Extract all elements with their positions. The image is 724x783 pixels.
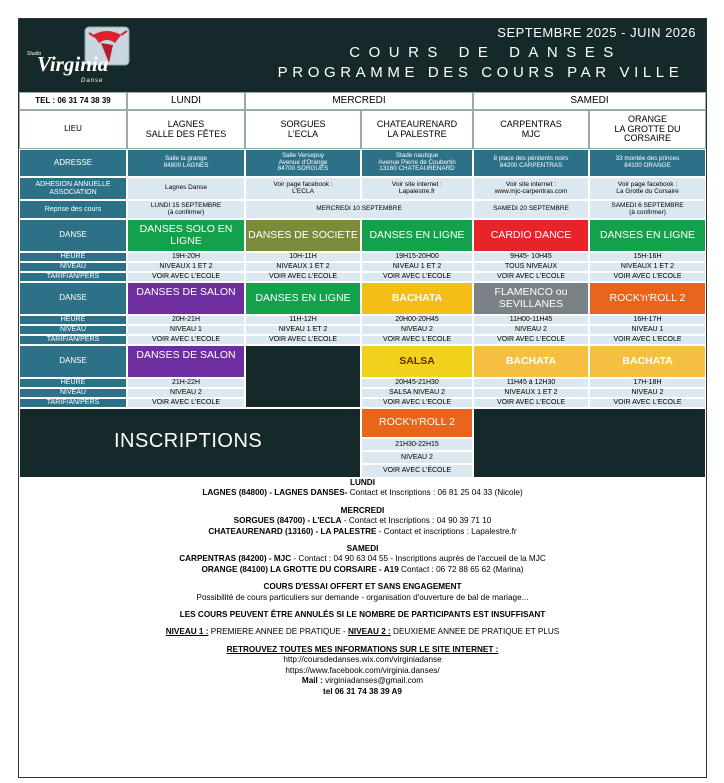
dance-cell: BACHATA	[589, 345, 706, 378]
address-orange	[589, 149, 706, 177]
address-line: Stade nautique	[395, 152, 439, 160]
label-lieu: LIEU	[19, 110, 127, 149]
dance-cell: ROCK'n'ROLL 2	[589, 282, 706, 315]
adhesion-lagnes: Lagnes Danse	[127, 177, 245, 200]
dance-cell: DANSES SOLO EN LIGNE	[127, 219, 245, 252]
season-label: SEPTEMBRE 2025 - JUIN 2026	[497, 25, 696, 40]
phone-line: tel 06 31 74 38 39 A9	[323, 686, 402, 696]
tarif-cell: VOIR AVEC L'ÉCOLE	[245, 335, 361, 345]
level-cell: NIVEAU 2	[473, 325, 589, 335]
tarif-cell: VOIR AVEC L'ÉCOLE	[589, 398, 706, 408]
dance-cell: CARDIO DANCE	[473, 219, 589, 252]
contact-sorgues	[19, 516, 706, 526]
address-line: 8 place des pénitents noirs	[493, 155, 569, 163]
contact-detail: - Contact et Inscriptions : 04 90 39 71 10	[341, 516, 492, 526]
level-label: NIVEAU 1 :	[165, 627, 209, 637]
adhesion-line: Voir site internet :	[391, 180, 443, 188]
tarif-cell: VOIR AVEC L'ÉCOLE	[127, 272, 245, 282]
reprise-samedi-carpentras: SAMEDI 20 SEPTEMBRE	[473, 200, 589, 219]
level-cell: NIVEAU 2	[361, 325, 473, 335]
dance-cell: SALSA	[361, 345, 473, 378]
levels-legend	[19, 627, 706, 637]
contact-carpentras	[19, 554, 706, 564]
contact-venue: SORGUES (84700) - L'ECLA	[233, 516, 342, 526]
contact-info	[19, 478, 706, 697]
tel-cell: TEL : 06 31 74 38 39	[19, 92, 127, 110]
tarif-cell: VOIR AVEC L'ÉCOLE	[127, 335, 245, 345]
label-heure: HEURE	[19, 315, 127, 325]
venue-place: LA PALESTRE	[387, 128, 447, 139]
address-line: 84200 CARPENTRAS	[499, 162, 563, 169]
hour-cell: 19H-20H	[127, 252, 245, 262]
dance-cell: DANSES EN LIGNE	[245, 282, 361, 315]
label-danse: DANSE	[19, 219, 127, 252]
level-cell: NIVEAU 1	[127, 325, 245, 335]
hour-cell: 10H-11H	[245, 252, 361, 262]
level-text: PREMIERE ANNEE DE PRATIQUE -	[208, 627, 348, 637]
level-cell: NIVEAUX 1 ET 2	[127, 262, 245, 272]
contact-venue: CHATEAURENARD (13160) - LA PALESTRE	[208, 526, 377, 536]
tarif-cell: VOIR AVEC L'ÉCOLE	[589, 335, 706, 345]
tarif-cell: VOIR AVEC L'ÉCOLE	[473, 398, 589, 408]
hour-cell: 17H-18H	[589, 378, 706, 388]
inscriptions-title: INSCRIPTIONS	[114, 430, 263, 452]
venue-city: SORGUES	[280, 119, 326, 130]
website-link[interactable]: http://coursdedanses.wix.com/virginiadanse	[283, 655, 442, 665]
day-lundi: LUNDI	[127, 92, 245, 110]
studio-virginia-logo	[23, 23, 133, 87]
cancellation-notice: LES COURS PEUVENT ÊTRE ANNULÉS SI LE NOMBRE DE PARTICIPANTS EST INSUFFISANT	[179, 610, 546, 620]
hour-cell: 11H00-11H45	[473, 315, 589, 325]
reprise-samedi-orange	[589, 200, 706, 219]
hour-cell: 20H00-20H45	[361, 315, 473, 325]
adhesion-line: Voir page facebook :	[273, 180, 333, 188]
mail-line	[19, 676, 706, 686]
mail-link[interactable]: virginiadanses@gmail.com	[322, 676, 424, 686]
address-line: 84700 SORGUES	[277, 165, 329, 173]
tarif-cell: VOIR AVEC L'ÉCOLE	[245, 272, 361, 282]
adhesion-line: Voir site internet :	[505, 180, 557, 188]
label-danse: DANSE	[19, 282, 127, 315]
label-reprise: Reprise des cours	[19, 200, 127, 219]
venue-city: CHATEAURENARD	[376, 119, 458, 130]
hour-cell: 9H45- 10H45	[473, 252, 589, 262]
venue-sorgues	[245, 110, 361, 149]
contact-venue: LAGNES (84800) - LAGNES DANSES-	[202, 488, 348, 498]
facebook-link[interactable]: https://www.facebook.com/virginia.danses/	[285, 665, 440, 675]
adhesion-line: Voir page facebook :	[617, 180, 678, 188]
tarif-cell: VOIR AVEC L'ÉCOLE	[473, 272, 589, 282]
svg-text:Danse: Danse	[81, 78, 104, 84]
dance-cell: ROCK'n'ROLL 2	[361, 408, 473, 438]
tarif-cell: VOIR AVEC L'ÉCOLE	[361, 335, 473, 345]
svg-text:Studio: Studio	[27, 51, 42, 57]
level-cell: NIVEAUX 1 ET 2	[473, 388, 589, 398]
address-line: Salle la grange	[164, 155, 207, 163]
header-banner	[19, 19, 706, 92]
label-heure: HEURE	[19, 252, 127, 262]
level-cell: NIVEAUX 1 ET 2	[589, 262, 706, 272]
venue-orange	[589, 110, 706, 149]
page-title: COURS DE DANSES	[349, 44, 622, 61]
label-tarif: TARIF/AN/PERS	[19, 335, 127, 345]
footer-day-title: SAMEDI	[346, 544, 379, 554]
reprise-line: (à confirmer)	[629, 208, 666, 216]
level-cell: NIVEAU 2	[127, 388, 245, 398]
footer-day-title: MERCREDI	[340, 505, 385, 515]
level-cell: NIVEAU 2	[589, 388, 706, 398]
address-line: 13160 CHATEAURENARD	[379, 165, 455, 173]
venue-chateaurenard	[361, 110, 473, 149]
footer-day-title: LUNDI	[349, 478, 375, 487]
venue-place: MJC	[521, 128, 541, 139]
adhesion-line: Lapalestre.fr	[398, 187, 436, 195]
adhesion-orange	[589, 177, 706, 200]
venue-place: L'ECLA	[287, 128, 319, 139]
adhesion-line: www.mjc-carpentras.com	[494, 187, 568, 195]
address-sorgues	[245, 149, 361, 177]
venue-place: SALLE DES FÊTES	[145, 128, 227, 139]
level-cell: TOUS NIVEAUX	[473, 262, 589, 272]
level-cell: NIVEAU 1	[589, 325, 706, 335]
contact-detail: - Contact et inscriptions : Lapalestre.fr	[376, 526, 517, 536]
dance-cell: BACHATA	[361, 282, 473, 315]
adhesion-line: La Grotte du Corsaire	[616, 187, 679, 195]
dance-cell: BACHATA	[473, 345, 589, 378]
trial-notice: COURS D'ESSAI OFFERT ET SANS ENGAGEMENT	[263, 582, 462, 592]
contact-detail: - Contact : 04 90 63 04 55 - Inscriptions auprès de l'accueil de la MJC	[291, 554, 546, 564]
contact-venue: CARPENTRAS (84200) - MJC	[179, 554, 292, 564]
tarif-cell: VOIR AVEC L'ÉCOLE	[361, 272, 473, 282]
address-carpentras	[473, 149, 589, 177]
dance-cell: DANSES DE SOCIETE	[245, 219, 361, 252]
reprise-line: SAMEDI 6 SEPTEMBRE	[611, 201, 684, 209]
tarif-cell: VOIR AVEC L'ÉCOLE	[361, 398, 473, 408]
mail-label: Mail :	[301, 676, 323, 686]
contact-lagnes	[19, 488, 706, 498]
hour-cell: 20H45-21H30	[361, 378, 473, 388]
tarif-cell: VOIR AVEC L'ÉCOLE	[361, 464, 473, 478]
hour-cell: 20H-21H	[127, 315, 245, 325]
reprise-line: (à confirmer)	[167, 208, 205, 216]
website-heading: RETROUVEZ TOUTES MES INFORMATIONS SUR LE SITE INTERNET :	[226, 644, 499, 654]
address-line: 84100 ORANGE	[624, 162, 671, 169]
label-niveau: NIVEAU	[19, 325, 127, 335]
hour-cell: 21H-22H	[127, 378, 245, 388]
contact-chateaurenard	[19, 527, 706, 537]
label-tarif: TARIF/AN/PERS	[19, 398, 127, 408]
reprise-line: LUNDI 15 SEPTEMBRE	[150, 201, 222, 209]
label-heure: HEURE	[19, 378, 127, 388]
venue-lagnes	[127, 110, 245, 149]
level-label: NIVEAU 2 :	[348, 627, 391, 637]
venue-carpentras	[473, 110, 589, 149]
level-text: DEUXIEME ANNEE DE PRATIQUE ET PLUS	[390, 627, 560, 637]
contact-detail: Contact et Inscriptions : 06 81 25 04 33 (Nicole)	[347, 488, 523, 498]
reprise-lundi	[127, 200, 245, 219]
address-line: Salle Versepuy	[281, 152, 324, 160]
empty-cell	[245, 345, 361, 408]
hour-cell: 16H-17H	[589, 315, 706, 325]
contact-detail: Contact : 06 72 88 65 62 (Marina)	[398, 564, 524, 574]
hour-cell: 11H45 à 12H30	[473, 378, 589, 388]
dance-cell: FLAMENCO ou SEVILLANES	[473, 282, 589, 315]
venue-place: LA GROTTE DU CORSAIRE	[614, 123, 681, 144]
level-cell: NIVEAU 2	[361, 451, 473, 464]
day-samedi: SAMEDI	[473, 92, 706, 110]
address-chateaurenard	[361, 149, 473, 177]
hour-cell: 19H15-20H00	[361, 252, 473, 262]
adhesion-sorgues	[245, 177, 361, 200]
dance-cell: DANSES DE SALON	[127, 282, 245, 315]
address-lagnes	[127, 149, 245, 177]
label-adhesion: ADHESION ANNUELLE ASSOCIATION	[19, 177, 127, 200]
adhesion-carpentras	[473, 177, 589, 200]
address-line: Avenue d'Orange	[278, 158, 328, 166]
address-line: 33 montée des princes	[615, 155, 680, 163]
address-line: Avenue Pierre de Coubertin	[378, 158, 456, 166]
svg-text:Virginia: Virginia	[37, 52, 109, 76]
empty-cell	[473, 408, 706, 478]
dance-cell: DANSES EN LIGNE	[361, 219, 473, 252]
hour-cell: 15H-16H	[589, 252, 706, 262]
venue-city: ORANGE	[627, 114, 667, 125]
level-cell: NIVEAU 1 ET 2	[361, 262, 473, 272]
label-danse: DANSE	[19, 345, 127, 378]
adhesion-line: L'ECLA	[292, 187, 314, 195]
dance-cell: DANSES DE SALON	[127, 345, 245, 378]
hour-cell: 21H30-22H15	[361, 438, 473, 451]
label-tarif: TARIF/AN/PERS	[19, 272, 127, 282]
venue-city: CARPENTRAS	[500, 119, 562, 130]
address-line: 84800 LAGNES	[163, 162, 209, 169]
tarif-cell: VOIR AVEC L'ÉCOLE	[127, 398, 245, 408]
contact-orange	[19, 565, 706, 575]
contact-venue: ORANGE (84100) LA GROTTE DU CORSAIRE - A19	[201, 564, 399, 574]
level-cell: SALSA NIVEAU 2	[361, 388, 473, 398]
tarif-cell: VOIR AVEC L'ÉCOLE	[589, 272, 706, 282]
level-cell: NIVEAU 1 ET 2	[245, 325, 361, 335]
tarif-cell: VOIR AVEC L'ÉCOLE	[473, 335, 589, 345]
reprise-mercredi: MERCREDI 10 SEPTEMBRE	[245, 200, 473, 219]
label-adresse: ADRESSE	[19, 149, 127, 177]
flyer-page	[18, 18, 707, 778]
adhesion-chateaurenard	[361, 177, 473, 200]
hour-cell: 11H-12H	[245, 315, 361, 325]
venue-city: LAGNES	[167, 119, 205, 130]
label-niveau: NIVEAU	[19, 388, 127, 398]
page-subtitle: PROGRAMME DES COURS PAR VILLE	[277, 64, 684, 81]
dance-cell: DANSES EN LIGNE	[589, 219, 706, 252]
level-cell: NIVEAUX 1 ET 2	[245, 262, 361, 272]
private-lessons-note: Possibilité de cours particuliers sur demande - organisation d'ouverture de bal de mariage...	[196, 592, 529, 602]
label-niveau: NIVEAU	[19, 262, 127, 272]
day-mercredi: MERCREDI	[245, 92, 473, 110]
